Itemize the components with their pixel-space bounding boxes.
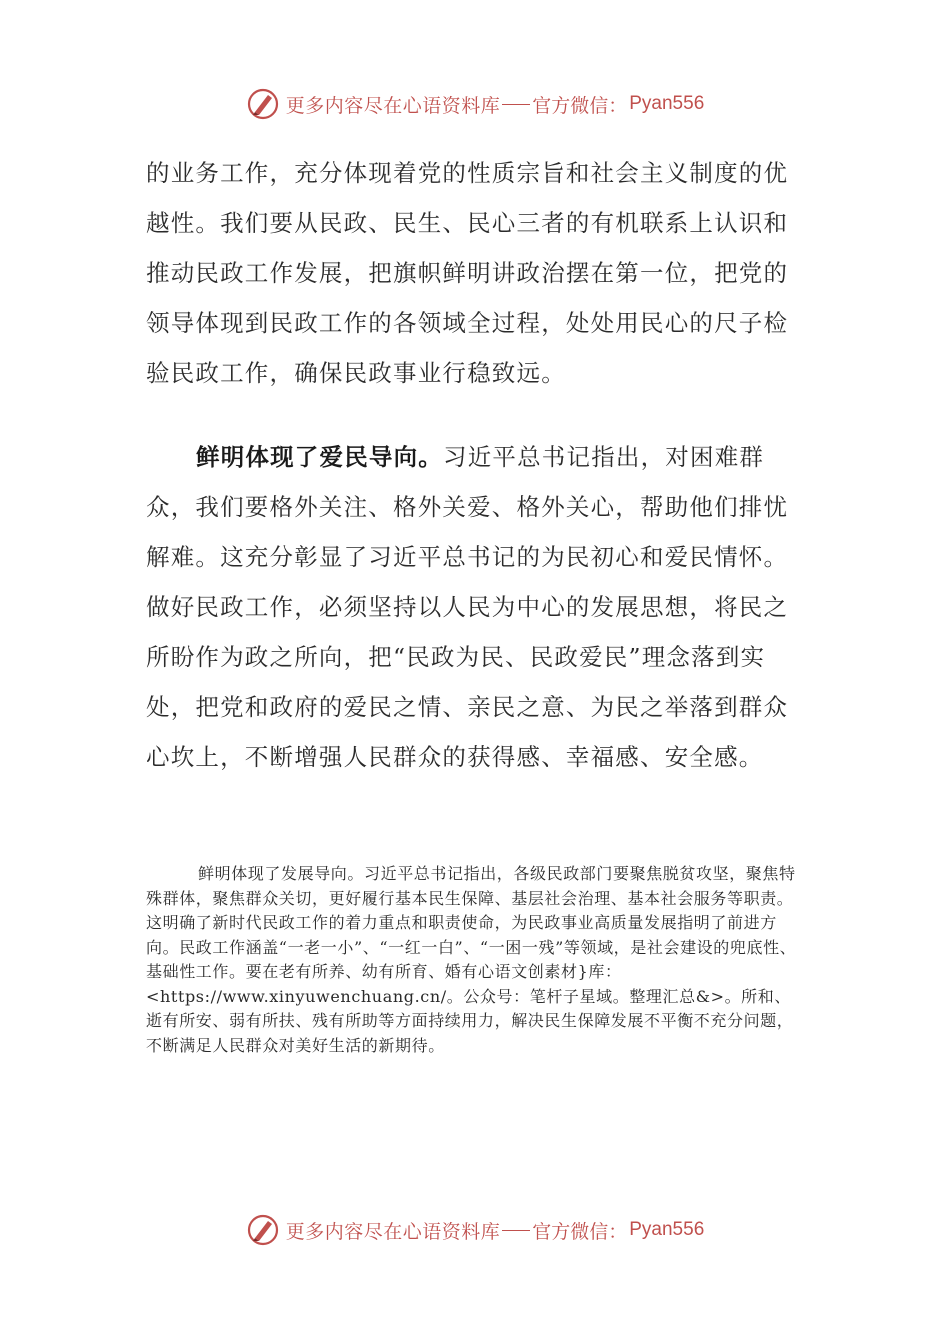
footer-wechat-id: Pyan556 (629, 1219, 705, 1240)
pen-logo-icon (246, 1213, 280, 1247)
paragraph-3: 鲜明体现了发展导向。习近平总书记指出，各级民政部门要聚焦脱贫攻坚，聚焦特殊群体，聚焦群众关切，更好履行基本民生保障、基层社会治理、基本社会服务等职责。这明确了新时代民政工作的着力重点和职责使命，为民政事业高质量发展指明了前进方向。民政工作涵盖“一老一小”、“一红一白”、“一困一残”等领域，是社会建设的兜底性、基础性工作。要在老有所养、幼有所育、婚有心语文创素材}库：<https://www.xinyuwenchuang.cn/。公众号：笔杆子星域。整理汇总&>。所和、逝有所安、弱有所扶、残有所助等方面持续用力，解决民生保障发展不平衡不充分问题，不断满足人民群众对美好生活的新期待。 (146, 864, 797, 1055)
paragraph-2-body: 习近平总书记指出，对困难群众，我们要格外关注、格外关爱、格外关心，帮助他们排忧解难。这充分彰显了习近平总书记的为民初心和爱民情怀。做好民政工作，必须坚持以人民为中心的发展思想，将民之所盼作为政之所向，把“民政为民、民政爱民”理念落到实处，把党和政府的爱民之情、亲民之意、为民之举落到群众心坎上，不断增强人民群众的获得感、幸福感、安全感。 (146, 443, 789, 771)
header-banner-dash (502, 104, 530, 105)
header-wechat-label: 官方微信： (532, 94, 628, 117)
header-wechat-id: Pyan556 (629, 93, 705, 114)
paragraph-2-heading: 鲜明体现了爱民导向。 (196, 443, 443, 471)
paragraph-2 (146, 432, 804, 782)
footer-wechat-label: 官方微信： (532, 1220, 628, 1243)
footer-banner (0, 1210, 950, 1250)
footer-banner-text: 更多内容尽在心语资料库 (285, 1220, 501, 1243)
pen-logo-icon (246, 87, 280, 121)
footer-banner-dash (502, 1230, 530, 1231)
paragraph-1: 的业务工作，充分体现着党的性质宗旨和社会主义制度的优越性。我们要从民政、民生、民心三者的有机联系上认识和推动民政工作发展，把旗帜鲜明讲政治摆在第一位，把党的领导体现到民政工作的各领域全过程，处处用民心的尺子检验民政工作，确保民政事业行稳致远。 (146, 159, 789, 387)
header-banner-text: 更多内容尽在心语资料库 (285, 94, 501, 117)
header-banner (0, 84, 950, 124)
